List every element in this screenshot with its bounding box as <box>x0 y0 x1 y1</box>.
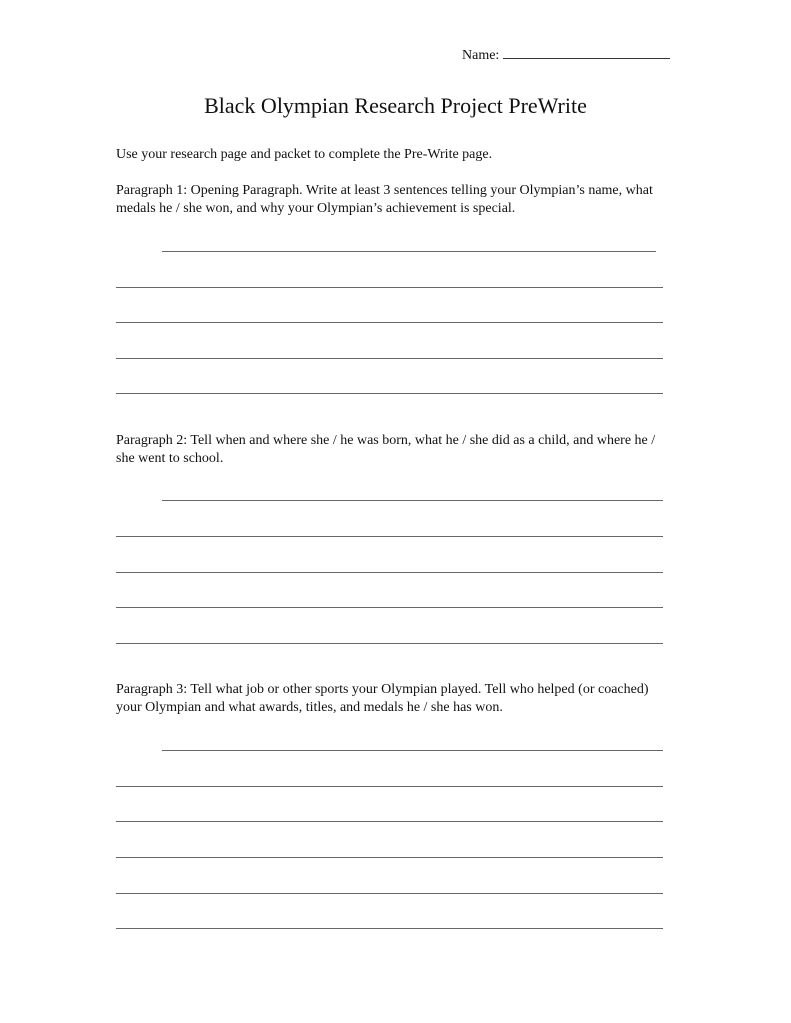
paragraph-3-writing-line[interactable] <box>116 928 663 929</box>
paragraph-1-writing-line[interactable] <box>116 358 663 359</box>
paragraph-3-writing-line[interactable] <box>116 821 663 822</box>
paragraph-3-writing-line[interactable] <box>116 786 663 787</box>
paragraph-1-writing-line[interactable] <box>116 393 663 394</box>
name-blank[interactable] <box>503 46 670 59</box>
paragraph-3-writing-line[interactable] <box>116 893 663 894</box>
paragraph-1-prompt: Paragraph 1: Opening Paragraph. Write at least 3 sentences telling your Olympian’s name, what medals he / she won, and why your Olympian’s achievement is special. <box>116 183 653 216</box>
paragraph-3-writing-line[interactable] <box>116 857 663 858</box>
paragraph-2-writing-line[interactable] <box>116 536 663 537</box>
paragraph-2-prompt: Paragraph 2: Tell when and where she / he was born, what he / she did as a child, and where he / she went to school. <box>116 433 656 466</box>
paragraph-2-writing-line[interactable] <box>162 500 663 501</box>
instructions-text: Use your research page and packet to complete the Pre-Write page. <box>116 147 493 162</box>
paragraph-2-writing-line[interactable] <box>116 572 663 573</box>
paragraph-1-writing-line[interactable] <box>116 322 663 323</box>
paragraph-1-writing-line[interactable] <box>162 251 656 252</box>
paragraph-2-writing-line[interactable] <box>116 643 663 644</box>
paragraph-3-writing-line[interactable] <box>162 750 663 751</box>
paragraph-2-writing-line[interactable] <box>116 607 663 608</box>
paragraph-3-prompt: Paragraph 3: Tell what job or other sports your Olympian played. Tell who helped (or coached) your Olympian and what awards, titles, and medals he / she has won. <box>116 682 649 715</box>
page-title: Black Olympian Research Project PreWrite <box>204 93 587 118</box>
paragraph-1-writing-line[interactable] <box>116 287 663 288</box>
name-field-row <box>462 46 670 65</box>
name-label: Name: <box>462 48 500 63</box>
